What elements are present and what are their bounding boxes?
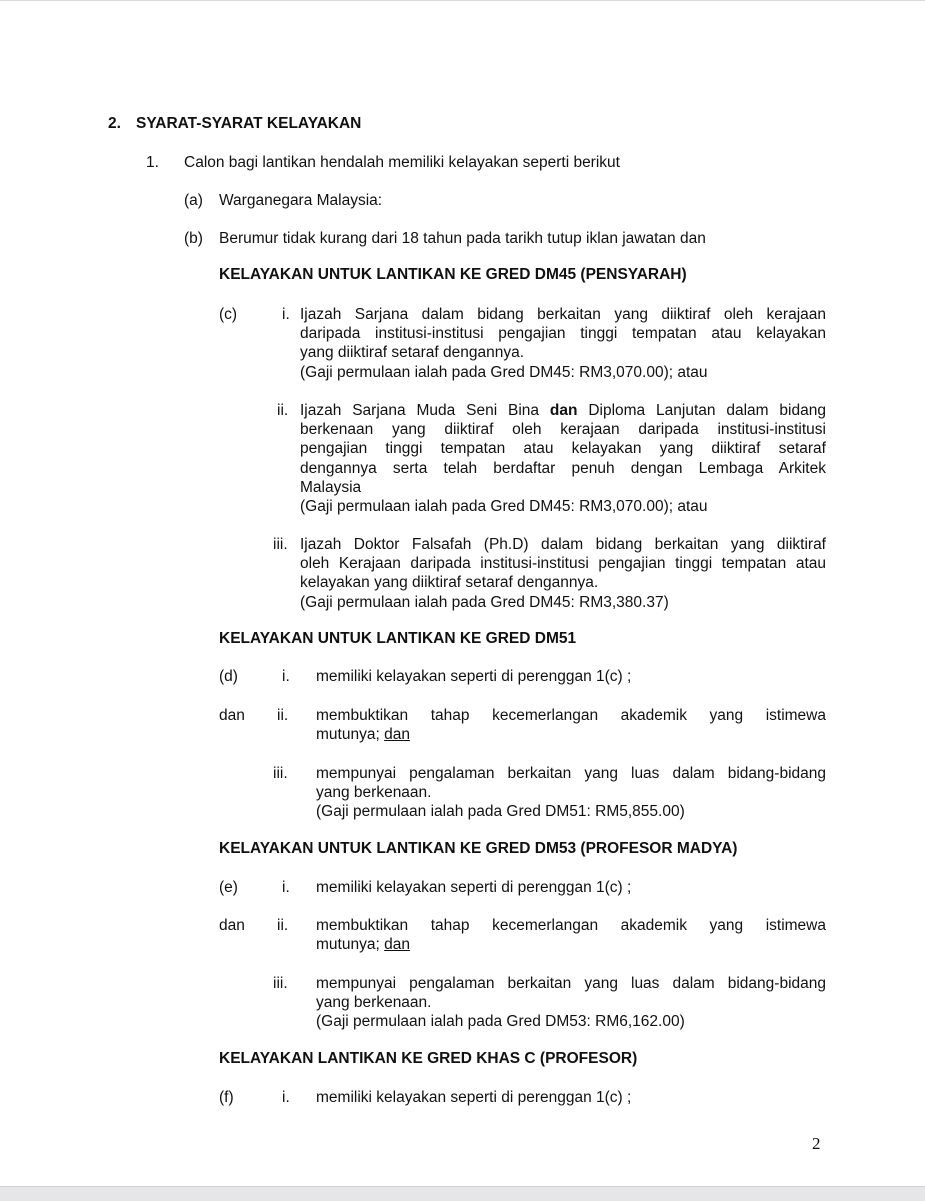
item-a-text: Warganegara Malaysia: bbox=[219, 192, 383, 209]
dm45-item-1-text bbox=[300, 305, 826, 382]
dm53-item-2-text bbox=[316, 916, 826, 954]
dm53-item-2-underlined-dan: dan bbox=[384, 936, 410, 954]
dm53-item-2-line bbox=[316, 935, 826, 954]
dm51-item-2-line: membuktikan tahap kecemerlangan akademik yang istimewa bbox=[316, 707, 826, 724]
dm53-item-3-line: yang berkenaan. bbox=[316, 994, 432, 1012]
heading-dm53: KELAYAKAN UNTUK LANTIKAN KE GRED DM53 (PROFESOR MADYA) bbox=[219, 840, 738, 857]
page-top-edge bbox=[0, 0, 925, 1]
dm51-item-2-line2-pre: mutunya; bbox=[316, 726, 380, 744]
dm45-item-2-text bbox=[300, 401, 826, 516]
dm53-item-3-line: mempunyai pengalaman berkaitan yang luas dalam bidang-bidang bbox=[316, 975, 826, 992]
dm45-item-2-line: pengajian tinggi tempatan atau kelayakan yang diiktiraf setaraf bbox=[300, 440, 826, 458]
dm45-item-2-line1-bold: dan bbox=[549, 402, 578, 419]
dm51-item-3-text bbox=[316, 764, 826, 822]
dm51-item-3-number: iii. bbox=[273, 765, 288, 782]
dm45-item-3-number: iii. bbox=[273, 536, 288, 553]
dm51-item-2-line bbox=[316, 725, 826, 744]
dm45-item-3-line: kelayakan yang diiktiraf setaraf dengannya. bbox=[300, 574, 599, 592]
dm45-item-2-salary: (Gaji permulaan ialah pada Gred DM45: RM3,070.00); atau bbox=[300, 498, 708, 516]
dm51-item-3-salary: (Gaji permulaan ialah pada Gred DM51: RM5,855.00) bbox=[316, 803, 685, 821]
dm45-item-3-line: Ijazah Doktor Falsafah (Ph.D) dalam bidang berkaitan yang diiktiraf bbox=[300, 536, 826, 553]
dm51-item-3-line: yang berkenaan. bbox=[316, 784, 432, 802]
heading-dm51: KELAYAKAN UNTUK LANTIKAN KE GRED DM51 bbox=[219, 630, 577, 647]
page-number: 2 bbox=[812, 1134, 821, 1153]
dm53-item-2-line2-pre: mutunya; bbox=[316, 936, 380, 954]
dm51-item-1-text: memiliki kelayakan seperti di perenggan 1(c) ; bbox=[316, 668, 632, 685]
item-a-label: (a) bbox=[184, 192, 203, 209]
dm51-dan: dan bbox=[219, 707, 245, 724]
item-b-label: (b) bbox=[184, 230, 203, 247]
dm45-item-2-line1-pre: Ijazah Sarjana Muda Seni Bina bbox=[300, 402, 540, 419]
viewer-bottom-bar bbox=[0, 1186, 925, 1201]
dm53-item-3-text bbox=[316, 974, 826, 1032]
dm45-item-2-number: ii. bbox=[277, 402, 289, 419]
section-title: SYARAT-SYARAT KELAYAKAN bbox=[136, 115, 362, 132]
item-c-label: (c) bbox=[219, 306, 238, 323]
dm53-item-2-number: ii. bbox=[277, 917, 289, 934]
khasc-item-1-number: i. bbox=[282, 1089, 290, 1106]
intro-number: 1. bbox=[146, 154, 159, 171]
dm45-item-1-line: yang diiktiraf setaraf dengannya. bbox=[300, 344, 525, 362]
dm45-item-1-line: daripada institusi-institusi pengajian tinggi tempatan atau kelayakan bbox=[300, 325, 826, 343]
dm53-item-3-number: iii. bbox=[273, 975, 288, 992]
dm45-item-2-line bbox=[300, 401, 826, 420]
dm51-item-1-number: i. bbox=[282, 668, 290, 685]
item-e-label: (e) bbox=[219, 879, 238, 896]
khasc-item-1-text: memiliki kelayakan seperti di perenggan 1(c) ; bbox=[316, 1089, 632, 1106]
dm45-item-2-line: dengannya serta telah berdaftar penuh dengan Lembaga Arkitek bbox=[300, 459, 826, 477]
heading-khas-c: KELAYAKAN LANTIKAN KE GRED KHAS C (PROFESOR) bbox=[219, 1050, 638, 1067]
dm45-item-1-salary: (Gaji permulaan ialah pada Gred DM45: RM3,070.00); atau bbox=[300, 363, 708, 381]
dm53-item-1-text: memiliki kelayakan seperti di perenggan 1(c) ; bbox=[316, 879, 632, 896]
dm45-item-3-line: oleh Kerajaan daripada institusi-institusi pengajian tinggi tempatan atau bbox=[300, 555, 826, 573]
dm53-item-2-line: membuktikan tahap kecemerlangan akademik yang istimewa bbox=[316, 917, 826, 934]
dm45-item-2-line: Malaysia bbox=[300, 478, 362, 496]
section-number: 2. bbox=[108, 115, 121, 132]
item-d-label: (d) bbox=[219, 668, 238, 685]
item-b-text: Berumur tidak kurang dari 18 tahun pada tarikh tutup iklan jawatan dan bbox=[219, 230, 706, 247]
dm45-item-3-text bbox=[300, 535, 826, 612]
dm51-item-2-underlined-dan: dan bbox=[384, 726, 410, 744]
dm53-item-3-salary: (Gaji permulaan ialah pada Gred DM53: RM6,162.00) bbox=[316, 1013, 685, 1031]
dm45-item-3-salary: (Gaji permulaan ialah pada Gred DM45: RM3,380.37) bbox=[300, 593, 669, 611]
dm51-item-2-number: ii. bbox=[277, 707, 289, 724]
dm51-item-3-line: mempunyai pengalaman berkaitan yang luas dalam bidang-bidang bbox=[316, 765, 826, 782]
dm53-dan: dan bbox=[219, 917, 245, 934]
dm51-item-2-text bbox=[316, 706, 826, 744]
dm45-item-2-line1-post: Diploma Lanjutan dalam bidang bbox=[588, 402, 826, 419]
dm53-item-1-number: i. bbox=[282, 879, 290, 896]
item-f-label: (f) bbox=[219, 1089, 234, 1106]
dm45-item-2-line: berkenaan yang diiktiraf oleh kerajaan daripada institusi-institusi bbox=[300, 421, 826, 439]
dm45-item-1-number: i. bbox=[282, 306, 290, 323]
intro-text: Calon bagi lantikan hendalah memiliki kelayakan seperti berikut bbox=[184, 154, 620, 171]
heading-dm45: KELAYAKAN UNTUK LANTIKAN KE GRED DM45 (PENSYARAH) bbox=[219, 266, 687, 283]
dm45-item-1-line: Ijazah Sarjana dalam bidang berkaitan yang diiktiraf oleh kerajaan bbox=[300, 306, 826, 323]
